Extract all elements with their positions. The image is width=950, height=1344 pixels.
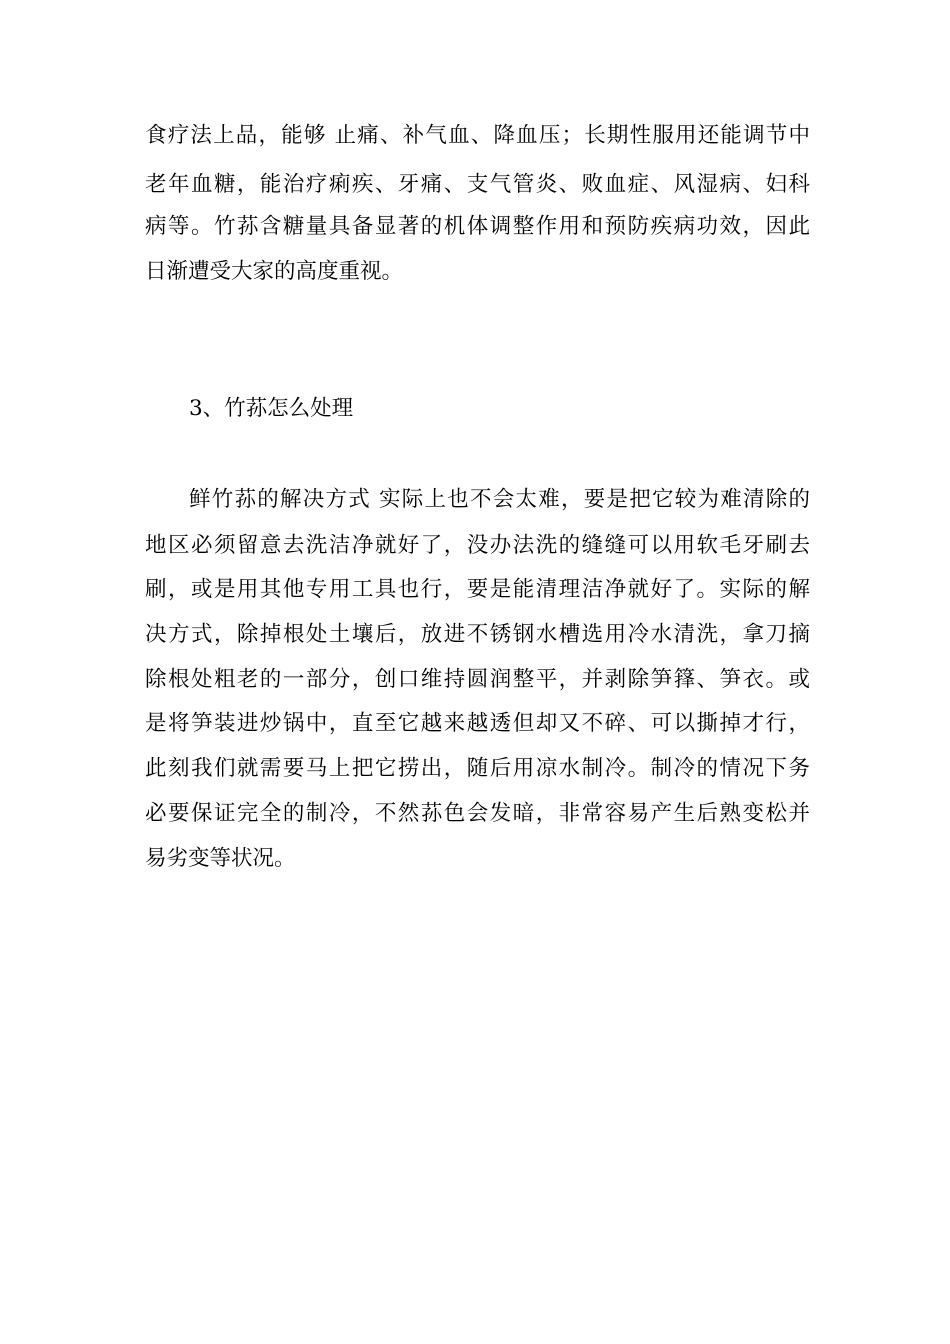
paragraph-2-line-7: 此刻我们就需要马上把它捞出，随后用凉水制冷。制冷的情况下务	[145, 756, 810, 781]
paragraph-2-line-8: 必要保证完全的制冷，不然荪色会发暗，非常容易产生后熟变松并	[145, 801, 810, 826]
paragraph-2-line-1: 鲜竹荪的解决方式 实际上也不会太难，要是把它较为难清除的	[189, 487, 810, 512]
paragraph-1-line-4: 日渐遭受大家的高度重视。	[145, 259, 404, 284]
paragraph-2-line-2: 地区必须留意去洗洁净就好了，没办法洗的缝缝可以用软毛牙刷去	[145, 533, 810, 558]
paragraph-1-line-1: 食疗法上品，能够 止痛、补气血、降血压；长期性服用还能调节中	[145, 123, 810, 148]
paragraph-2-line-4: 决方式，除掉根处土壤后，放进不锈钢水槽选用冷水清洗，拿刀摘	[145, 622, 810, 647]
paragraph-1-line-2: 老年血糖，能治疗痢疾、牙痛、支气管炎、败血症、风湿病、妇科	[145, 172, 810, 197]
paragraph-2-line-5: 除根处粗老的一部分，创口维持圆润整平，并剥除笋箨、笋衣。或	[145, 667, 810, 692]
paragraph-2-line-6: 是将笋装进炒锅中，直至它越来越透但却又不碎、可以撕掉才行，	[145, 711, 810, 736]
paragraph-2-line-3: 刷，或是用其他专用工具也行，要是能清理洁净就好了。实际的解	[145, 577, 810, 602]
paragraph-2-line-9: 易劣变等状况。	[145, 846, 296, 871]
section-heading: 3、竹荪怎么处理	[189, 396, 354, 421]
paragraph-1-line-3: 病等。竹荪含糖量具备显著的机体调整作用和预防疾病功效，因此	[145, 214, 810, 239]
